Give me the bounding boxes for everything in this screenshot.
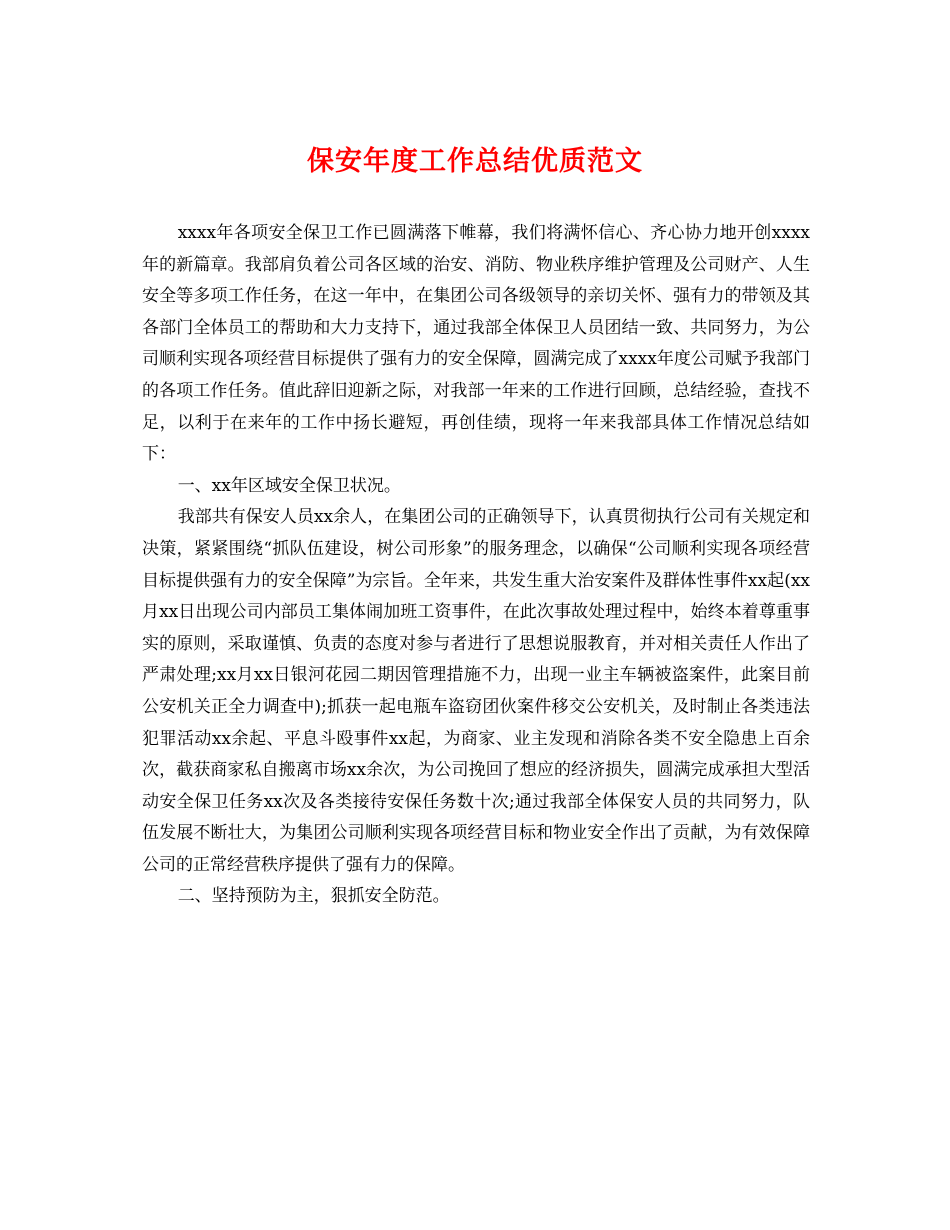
document-body: [142, 218, 810, 913]
section-heading-1: 一、xx年区域安全保卫状况。: [177, 475, 401, 496]
section-heading-2: 二、坚持预防为主，狠抓安全防范。: [177, 886, 450, 907]
document-title: 保安年度工作总结优质范文: [307, 146, 643, 177]
paragraph-intro: xxxx年各项安全保卫工作已圆满落下帷幕，我们将满怀信心、齐心协力地开创xxxx年的新篇章。我部肩负着公司各区域的治安、消防、物业秩序维护管理及公司财产、人生安全等多项工作任务，在这一年中，在集团公司各级领导的亲切关怀、强有力的带领及其各部门全体员工的帮助和大力支持下，通过我部全体保卫人员团结一致、共同努力，为公司顺利实现各项经营目标提供了强有力的安全保障，圆满完成了xxxx年度公司赋予我部门的各项工作任务。值此辞旧迎新之际，对我部一年来的工作进行回顾，总结经验，查找不足，以利于在来年的工作中扬长避短，再创佳绩，现将一年来我部具体工作情况总结如下：: [142, 223, 810, 465]
paragraph-section-1: 我部共有保安人员xx余人，在集团公司的正确领导下，认真贯彻执行公司有关规定和决策，紧紧围绕“抓队伍建设，树公司形象”的服务理念，以确保“公司顺利实现各项经营目标提供强有力的安全保障”为宗旨。全年来，共发生重大治安案件及群体性事件xx起(xx月xx日出现公司内部员工集体闹加班工资事件，在此次事故处理过程中，始终本着尊重事实的原则，采取谨慎、负责的态度对参与者进行了思想说服教育，并对相关责任人作出了严肃处理;xx月xx日银河花园二期因管理措施不力，出现一业主车辆被盗案件，此案目前公安机关正全力调查中);抓获一起电瓶车盗窃团伙案件移交公安机关，及时制止各类违法犯罪活动xx余起、平息斗殴事件xx起，为商家、业主发现和消除各类不安全隐患上百余次，截获商家私自搬离市场xx余次，为公司挽回了想应的经济损失，圆满完成承担大型活动安全保卫任务xx次及各类接待安保任务数十次;通过我部全体保安人员的共同努力，队伍发展不断壮大，为集团公司顺利实现各项经营目标和物业安全作出了贡献，为有效保障公司的正常经营秩序提供了强有力的保障。: [142, 507, 810, 875]
